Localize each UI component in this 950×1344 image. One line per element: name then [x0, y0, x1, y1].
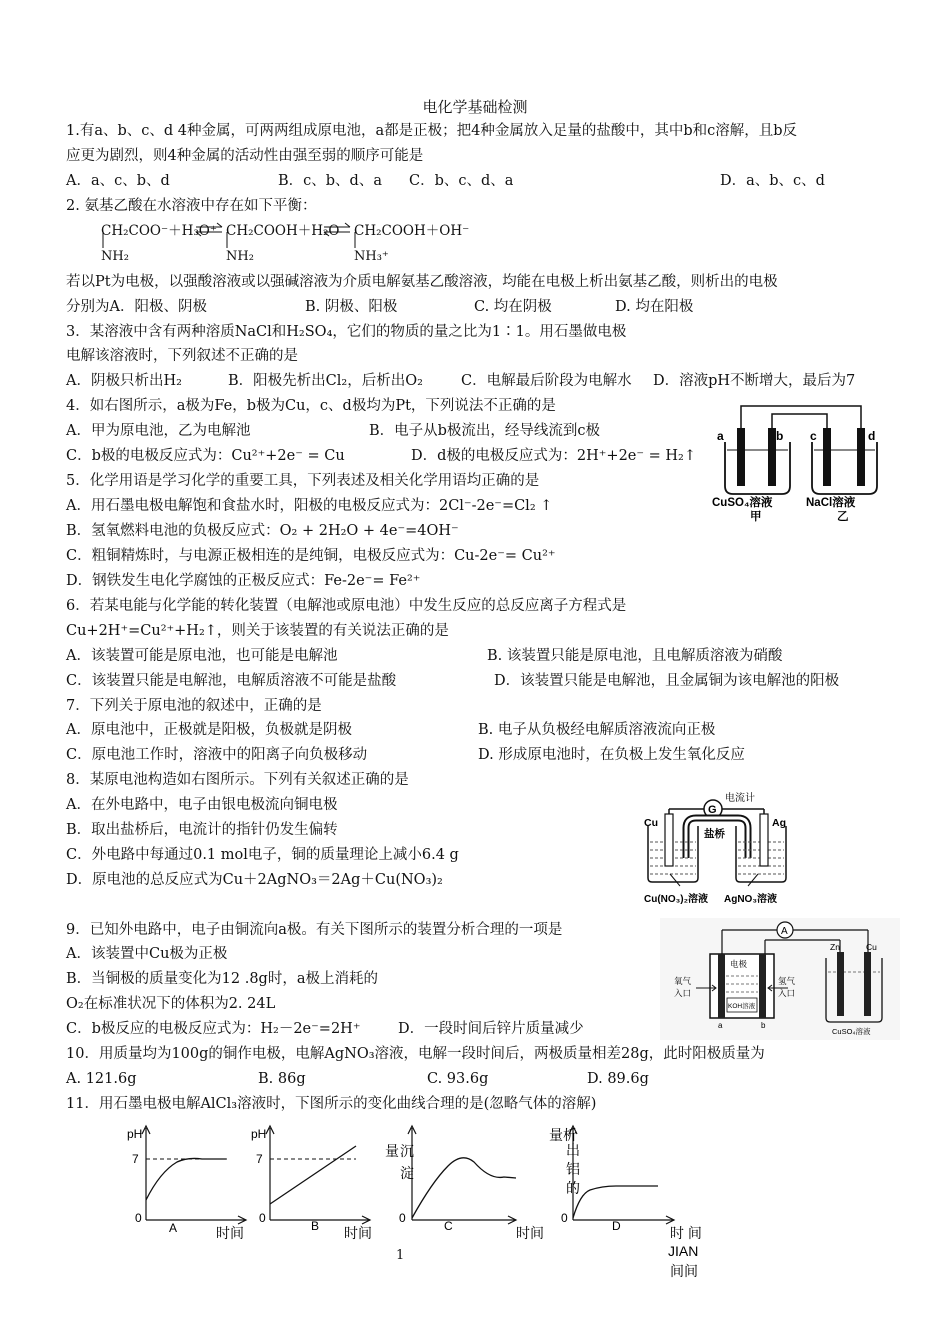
- q1-stem-cont: 应更为剧烈，则4种金属的活动性由强至弱的顺序可能是: [66, 148, 424, 164]
- equilibrium-diagram: [100, 220, 460, 270]
- q7-stem: 7．下列关于原电池的叙述中，正确的是: [66, 698, 322, 714]
- galvanometer-label: 电流计: [725, 793, 755, 804]
- graph-c-ylabel-2: 沉: [400, 1143, 414, 1159]
- ag-electrode-label: Ag: [772, 817, 786, 829]
- salt-bridge-label: 盐桥: [704, 828, 725, 840]
- graph-a-zero: 0: [135, 1211, 142, 1225]
- right-solution-label: NaCl溶液: [806, 497, 856, 509]
- right-solution-label: AgNO₃溶液: [724, 894, 777, 905]
- page-title: 电化学基础检测: [422, 98, 528, 116]
- q2-option-a: 分别为A．阳极、阴极: [66, 299, 207, 315]
- q2-option-c: C. 均在阴极: [474, 299, 552, 315]
- eq-sub1: NH₂: [101, 249, 129, 264]
- graph-a-xlabel: 时间: [216, 1225, 244, 1241]
- graph-a-y7: 7: [132, 1152, 139, 1166]
- q1-option-a: A．a、c、b、d: [66, 173, 170, 189]
- q8-stem: 8．某原电池构造如右图所示。下列有关叙述正确的是: [66, 772, 409, 788]
- salt-bridge-cell-figure: [640, 790, 800, 908]
- graph-b-xlabel: 时间: [344, 1225, 372, 1241]
- graph-a-ylabel: pH: [127, 1127, 143, 1141]
- galvanometer-icon: G: [708, 804, 717, 816]
- ammeter-icon: A: [781, 926, 788, 937]
- q9-option-b: B．当铜极的质量变化为12 .8g时，a极上消耗的: [66, 971, 378, 987]
- q5-stem: 5．化学用语是学习化学的重要工具，下列表述及相关化学用语均正确的是: [66, 473, 540, 489]
- graph-d-xlabel: 时 间: [670, 1225, 702, 1241]
- graph-c-letter: C: [444, 1219, 453, 1233]
- graph-d: [546, 1122, 726, 1284]
- eq-sub2: NH₂: [226, 249, 254, 264]
- q10-option-a: A. 121.6g: [66, 1071, 137, 1087]
- cuso4-solution-label: CuSO₄溶液: [832, 1027, 871, 1036]
- electrode-label: 电极: [730, 959, 748, 969]
- graph-b-zero: 0: [259, 1211, 266, 1225]
- electrode-a-label: a: [717, 429, 724, 443]
- q4-option-d: D．d极的电极反应式为：2H⁺+2e⁻ = H₂↑: [411, 448, 697, 464]
- q1-option-d: D．a、b、c、d: [720, 173, 825, 189]
- graph-b-ylabel: pH: [251, 1127, 267, 1141]
- q11-stem: 11．用石墨电极电解AlCl₃溶液时，下图所示的变化曲线合理的是(忽略气体的溶解): [66, 1096, 597, 1112]
- q3-stem: 3．某溶液中含有两种溶质NaCl和H₂SO₄，它们的物质的量之比为1∶1。用石墨做电极: [66, 324, 627, 340]
- graph-c-ylabel-3: 淀: [400, 1165, 414, 1181]
- q6-option-c: C．该装置只能是电解池，电解质溶液不可能是盐酸: [66, 673, 397, 689]
- graph-c: [382, 1122, 572, 1242]
- q5-option-d: D．钢铁发生电化学腐蚀的正极反应式：Fe-2e⁻= Fe²⁺: [66, 573, 421, 589]
- q5-option-b: B．氢氧燃料电池的负极反应式：O₂ + 2H₂O + 4e⁻=4OH⁻: [66, 523, 459, 539]
- zn-electrode-label: Zn: [830, 942, 840, 952]
- graph-d-extra-2: 间间: [670, 1263, 698, 1279]
- q9-option-a: A．该装置中Cu极为正极: [66, 946, 228, 962]
- q10-option-c: C. 93.6g: [427, 1071, 489, 1087]
- eq-part2: CH₂COOH＋H₂O: [226, 223, 340, 239]
- equilibrium-arrow-1: [196, 223, 222, 236]
- q4-option-c: C．b极的电极反应式为：Cu²⁺+2e⁻ = Cu: [66, 448, 345, 464]
- q1-option-b: B．c、b、d、a: [278, 173, 382, 189]
- cu-electrode-label: Cu: [866, 942, 877, 952]
- oxygen-inlet-label: 氧气入口: [674, 976, 692, 998]
- q2-option-b: B. 阴极、阳极: [305, 299, 398, 315]
- graph-d-ylabel-2: 出: [566, 1142, 580, 1158]
- graph-a-letter: A: [169, 1221, 178, 1235]
- q6-option-b: B. 该装置只能是原电池，且电解质溶液为硝酸: [487, 648, 783, 664]
- electrode-c-label: c: [810, 429, 817, 443]
- q6-option-a: A．该装置可能是原电池，也可能是电解池: [66, 648, 338, 664]
- electrode-b-label: b: [776, 429, 784, 443]
- electrolyte-label: KOH溶液: [728, 1003, 756, 1010]
- q2-stem: 2. 氨基乙酸在水溶液中存在如下平衡：: [66, 198, 317, 214]
- graph-a: [122, 1122, 262, 1242]
- q5-option-a: A．用石墨电极电解饱和食盐水时，阳极的电极反应式为：2Cl⁻-2e⁻=Cl₂ ↑: [66, 498, 553, 514]
- q10-option-d: D. 89.6g: [587, 1071, 649, 1087]
- q6-stem: 6．若某电能与化学能的转化装置（电解池或原电池）中发生反应的总反应离子方程式是: [66, 598, 627, 614]
- electrode-b-label: b: [761, 1021, 766, 1030]
- graph-d-letter: D: [612, 1219, 621, 1233]
- graph-d-ylabel-3: 铝: [566, 1161, 580, 1177]
- graph-d-ylabel-4: 的: [566, 1180, 580, 1196]
- q4-option-b: B．电子从b极流出，经导线流到c极: [369, 423, 601, 439]
- q3-option-b: B．阳极先析出Cl₂，后析出O₂: [228, 373, 423, 389]
- graph-c-ylabel-1: 量: [385, 1143, 399, 1159]
- q3-option-c: C．电解最后阶段为电解水: [461, 373, 632, 389]
- equilibrium-arrow-2: [324, 223, 350, 236]
- q9-option-d: D．一段时间后锌片质量减少: [398, 1021, 584, 1037]
- q3-option-a: A．阴极只析出H₂: [66, 373, 182, 389]
- q10-stem: 10．用质量均为100g的铜作电极，电解AgNO₃溶液，电解一段时间后，两极质量相差28g，此时阳极质量为: [66, 1046, 765, 1062]
- graph-c-zero: 0: [399, 1211, 406, 1225]
- left-solution-label: Cu(NO₃)₂溶液: [644, 894, 709, 905]
- electrolysis-cell-figure: [710, 402, 886, 524]
- graph-b-y7: 7: [256, 1152, 263, 1166]
- fuel-cell-figure: [660, 918, 900, 1040]
- q3-option-d: D．溶液pH不断增大，最后为7: [653, 373, 856, 389]
- q8-option-a: A．在外电路中，电子由银电极流向铜电极: [66, 797, 338, 813]
- q9-option-b-cont: O₂在标准状况下的体积为2. 24L: [66, 996, 276, 1012]
- q2-option-d: D. 均在阳极: [615, 299, 694, 315]
- graph-d-extra-1: JIAN: [668, 1243, 699, 1259]
- q7-option-d: D. 形成原电池时，在负极上发生氧化反应: [478, 747, 745, 763]
- q4-option-a: A．甲为原电池，乙为电解池: [66, 423, 251, 439]
- q8-option-c: C．外电路中每通过0.1 mol电子，铜的质量理论上减小6.4 g: [66, 847, 459, 863]
- electrode-a-label: a: [718, 1021, 723, 1030]
- left-cell-name: 甲: [750, 511, 762, 523]
- q6-equation: Cu+2H⁺=Cu²⁺+H₂↑，则关于该装置的有关说法正确的是: [66, 623, 449, 639]
- eq-part1: CH₂COO⁻＋H₃O⁺: [101, 223, 217, 239]
- q9-stem: 9．已知外电路中，电子由铜流向a极。有关下图所示的装置分析合理的一项是: [66, 922, 563, 938]
- q7-option-a: A．原电池中，正极就是阳极，负极就是阴极: [66, 722, 352, 738]
- q6-option-d: D．该装置只能是电解池，且金属铜为该电解池的阳极: [494, 673, 840, 689]
- q9-option-c: C．b极反应的电极反应式为：H₂－2e⁻=2H⁺: [66, 1021, 361, 1037]
- q7-option-c: C．原电池工作时，溶液中的阳离子向负极移动: [66, 747, 368, 763]
- cu-electrode-label: Cu: [644, 817, 658, 829]
- q2-text: 若以Pt为电极，以强酸溶液或以强碱溶液为介质电解氨基乙酸溶液，均能在电极上析出氨基乙酸，则析出的电极: [66, 274, 778, 290]
- left-solution-label: CuSO₄溶液: [712, 497, 773, 509]
- q1-stem: 1.有a、b、c、d 4种金属，可两两组成原电池，a都是正极；把4种金属放入足量的盐酸中，其中b和c溶解，且b反: [66, 123, 798, 139]
- q5-option-c: C．粗铜精炼时，与电源正极相连的是纯铜，电极反应式为：Cu-2e⁻= Cu²⁺: [66, 548, 556, 564]
- graph-c-xlabel: 时间: [516, 1225, 544, 1241]
- graph-b-letter: B: [311, 1219, 320, 1233]
- eq-part3: CH₂COOH＋OH⁻: [354, 223, 470, 239]
- hydrogen-inlet-label: 氢气入口: [778, 976, 796, 998]
- right-cell-name: 乙: [837, 511, 849, 523]
- q3-stem-cont: 电解该溶液时，下列叙述不正确的是: [66, 348, 298, 364]
- graph-d-zero: 0: [561, 1211, 568, 1225]
- q1-option-c: C．b、c、d、a: [409, 173, 514, 189]
- q10-option-b: B. 86g: [258, 1071, 306, 1087]
- graph-b: [246, 1122, 386, 1242]
- eq-sub3: NH₃⁺: [354, 249, 389, 264]
- q8-option-d: D．原电池的总反应式为Cu＋2AgNO₃＝2Ag＋Cu(NO₃)₂: [66, 872, 443, 888]
- q8-option-b: B．取出盐桥后，电流计的指针仍发生偏转: [66, 822, 338, 838]
- q7-option-b: B. 电子从负极经电解质溶液流向正极: [478, 722, 716, 738]
- q4-stem: 4．如右图所示，a极为Fe，b极为Cu，c、d极均为Pt，下列说法不正确的是: [66, 398, 556, 414]
- page-number: 1: [396, 1248, 405, 1263]
- electrode-d-label: d: [868, 429, 876, 443]
- graph-d-ylabel-1: 量析: [549, 1127, 577, 1143]
